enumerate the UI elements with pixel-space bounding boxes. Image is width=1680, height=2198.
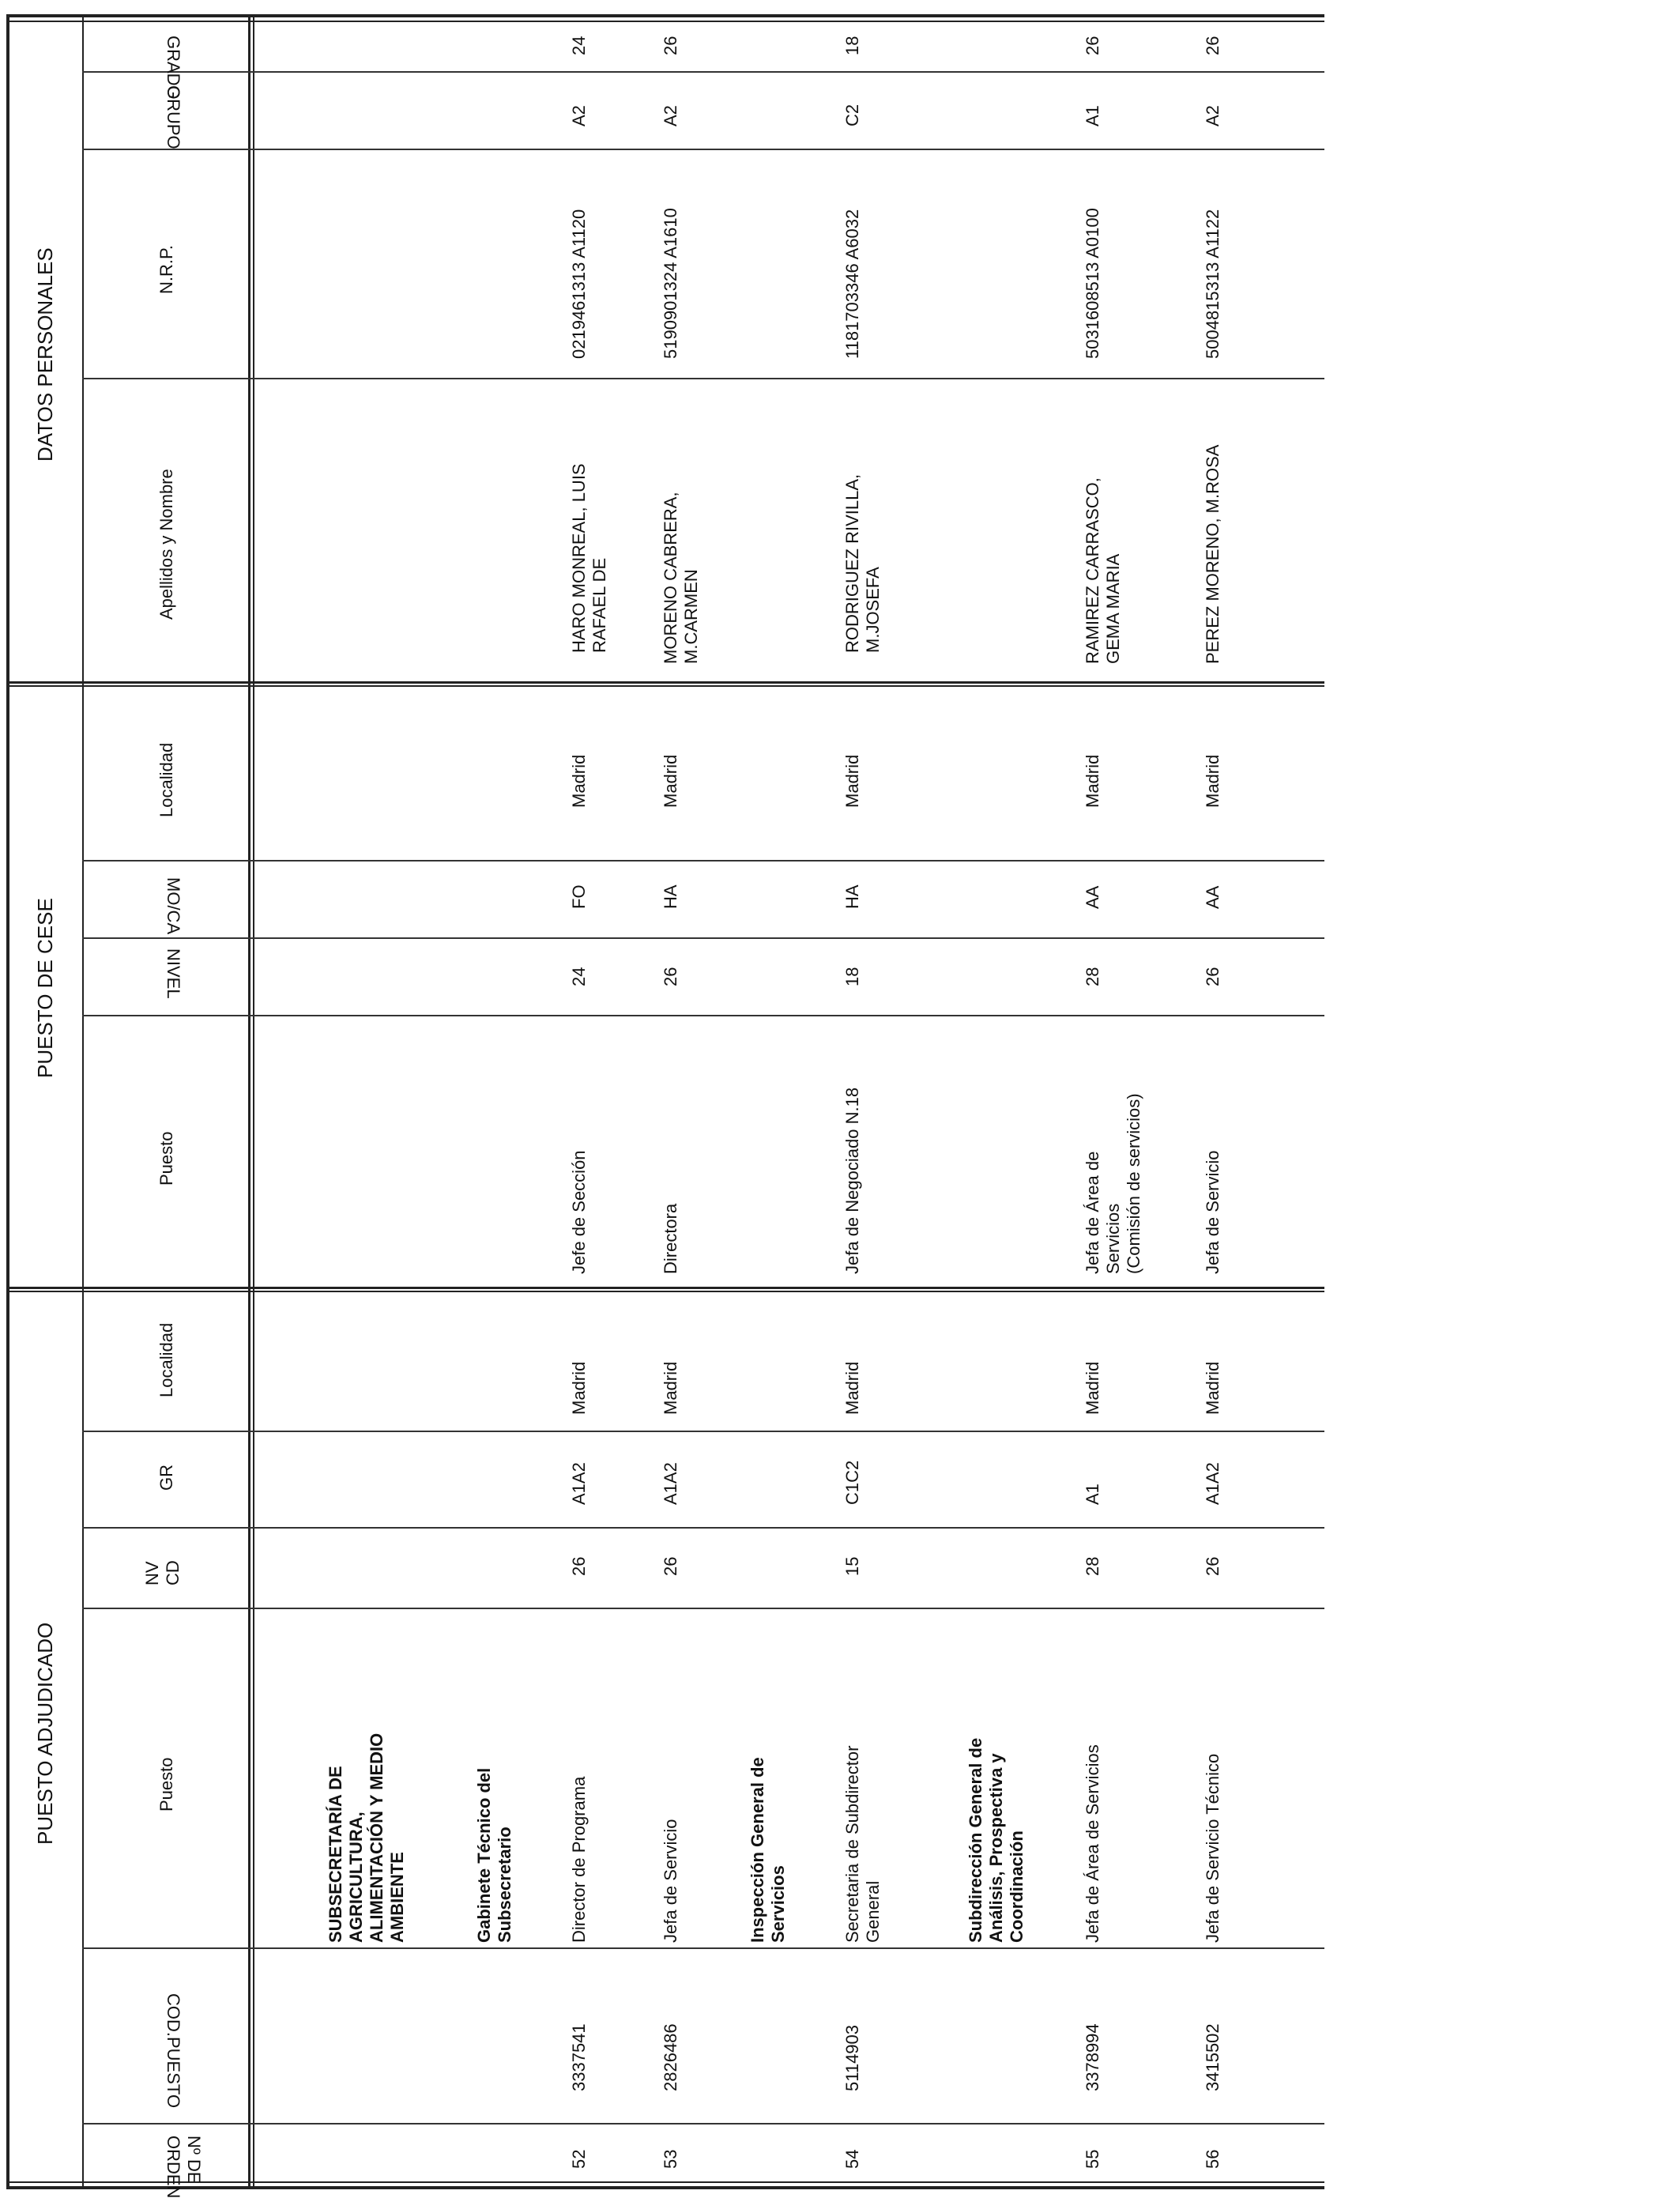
cell-nivel: 26: [1203, 967, 1222, 986]
cell-nrp: 5031608513 A0100: [1083, 208, 1102, 359]
cell-gr: A1A2: [661, 1462, 680, 1505]
col-line: [82, 1947, 1324, 1949]
cell-mo-ca: AA: [1083, 885, 1102, 909]
cell-puesto: Jefa de Servicio: [661, 1819, 680, 1943]
cell-nivel: 26: [661, 967, 680, 986]
cell-localidad-cese: Madrid: [1203, 754, 1222, 808]
cell-gr: A1A2: [1203, 1462, 1222, 1505]
cell-nombre: RODRIGUEZ RIVILLA, M.JOSEFA: [842, 473, 883, 653]
cell-grado: 24: [569, 36, 589, 55]
cell-nivel: 24: [569, 967, 589, 986]
cell-grado: 26: [1083, 36, 1102, 55]
cell-nombre: RAMIREZ CARRASCO, GEMA MARIA: [1083, 477, 1123, 664]
cell-puesto: Secretaria de Subdirector General: [842, 1745, 883, 1943]
section-line-1b: [6, 685, 1324, 687]
cell-grupo: A2: [1203, 105, 1222, 126]
section-line-1: [6, 681, 1324, 684]
col-line: [82, 2123, 1324, 2124]
cell-puesto-cese: Directora: [661, 1203, 680, 1274]
col-line: [82, 860, 1324, 861]
cell-puesto-cese: Jefe de Sección: [569, 1150, 589, 1274]
cell-gr: A1A2: [569, 1462, 589, 1505]
header-nivel: NIVEL: [164, 948, 183, 999]
cell-puesto-cese: Jefa de Área de Servicios (Comisión de servicios): [1083, 1093, 1143, 1274]
heading-subsecretaria: SUBSECRETARÍA DE AGRICULTURA, ALIMENTACIÓN Y MEDIO AMBIENTE: [326, 1732, 407, 1943]
cell-grupo: A1: [1083, 105, 1102, 126]
cell-orden: 54: [842, 2149, 862, 2169]
cell-cod-puesto: 3378994: [1083, 2023, 1102, 2091]
cell-mo-ca: HA: [842, 884, 862, 909]
cell-cod-puesto: 3337541: [569, 2023, 589, 2091]
heading-inspeccion: Inspección General de Servicios: [748, 1757, 788, 1943]
cell-puesto: Jefa de Servicio Técnico: [1203, 1753, 1222, 1943]
section-title-puesto-cese: PUESTO DE CESE: [33, 898, 57, 1078]
section-title-puesto-adjudicado: PUESTO ADJUDICADO: [33, 1622, 57, 1845]
cell-grado: 18: [842, 36, 862, 55]
col-line: [82, 1431, 1324, 1432]
header-localidad-adj: Localidad: [156, 1322, 176, 1397]
frame-top-inner: [6, 21, 1324, 22]
cell-nrp: 5004815313 A1122: [1203, 209, 1222, 359]
cell-grado: 26: [661, 36, 680, 55]
col-line: [82, 937, 1324, 939]
header-grado: GRADO: [164, 36, 183, 100]
header-puesto-cese: Puesto: [156, 1131, 176, 1186]
frame-left: [6, 14, 9, 2189]
cell-localidad: Madrid: [1083, 1361, 1102, 1415]
cell-localidad-cese: Madrid: [842, 754, 862, 808]
cell-orden: 53: [661, 2149, 680, 2169]
heading-subdireccion: Subdirección General de Análisis, Prospectiva y Coordinación: [966, 1737, 1026, 1943]
cell-cod-puesto: 3415502: [1203, 2023, 1222, 2091]
header-nv-cd: NV CD: [142, 1560, 183, 1585]
frame-bottom-inner: [6, 2181, 1324, 2183]
cell-nv: 26: [1203, 1556, 1222, 1576]
cell-puesto: Director de Programa: [569, 1776, 589, 1943]
frame-bottom: [6, 2186, 1324, 2189]
header-body-line: [248, 17, 250, 2188]
cell-localidad-cese: Madrid: [569, 754, 589, 808]
cell-localidad: Madrid: [661, 1361, 680, 1415]
cell-nv: 26: [569, 1556, 589, 1576]
cell-nrp: 1181703346 A6032: [842, 209, 862, 359]
cell-puesto: Jefa de Área de Servicios: [1083, 1744, 1102, 1943]
header-body-line-2: [253, 17, 254, 2188]
col-line: [82, 1015, 1324, 1016]
header-nrp: N.R.P.: [156, 245, 176, 294]
cell-gr: C1C2: [842, 1460, 862, 1505]
cell-localidad: Madrid: [1203, 1361, 1222, 1415]
cell-grupo: A2: [569, 105, 589, 126]
cell-mo-ca: HA: [661, 884, 680, 909]
section-line-2b: [6, 1291, 1324, 1292]
cell-grupo: A2: [661, 105, 680, 126]
section-line-2: [6, 1287, 1324, 1289]
cell-gr: A1: [1083, 1484, 1102, 1505]
cell-localidad-cese: Madrid: [1083, 754, 1102, 808]
header-gr: GR: [156, 1465, 176, 1491]
header-mo-ca: MO/CA: [164, 877, 183, 935]
cell-grado: 26: [1203, 36, 1222, 55]
cell-orden: 52: [569, 2149, 589, 2169]
cell-nombre: HARO MONREAL, LUIS RAFAEL DE: [569, 463, 609, 653]
cell-nv: 15: [842, 1556, 862, 1576]
cell-nombre: PEREZ MORENO, M.ROSA: [1203, 444, 1222, 664]
cell-nrp: 5190901324 A1610: [661, 208, 680, 359]
cell-cod-puesto: 2826486: [661, 2023, 680, 2091]
cell-localidad-cese: Madrid: [661, 754, 680, 808]
cell-mo-ca: AA: [1203, 885, 1222, 909]
cell-nivel: 18: [842, 967, 862, 986]
col-line: [82, 149, 1324, 150]
col-line: [82, 1608, 1324, 1609]
header-column-line: [82, 17, 84, 2188]
cell-localidad: Madrid: [842, 1361, 862, 1415]
header-puesto-adj: Puesto: [156, 1757, 176, 1812]
cell-nv: 28: [1083, 1556, 1102, 1576]
heading-gabinete: Gabinete Técnico del Subsecretario: [474, 1767, 514, 1943]
cell-puesto-cese: Jefa de Servicio: [1203, 1150, 1222, 1274]
header-grupo: GRUPO: [164, 85, 183, 149]
header-localidad-cese: Localidad: [156, 742, 176, 817]
col-line: [82, 71, 1324, 73]
cell-localidad: Madrid: [569, 1361, 589, 1415]
cell-nrp: 0219461313 A1120: [569, 209, 589, 359]
col-line: [82, 378, 1324, 379]
cell-nivel: 28: [1083, 967, 1102, 986]
cell-mo-ca: FO: [569, 884, 589, 909]
header-apellidos: Apellidos y Nombre: [156, 469, 176, 620]
header-orden: Nº DE ORDEN: [164, 2136, 204, 2198]
cell-orden: 56: [1203, 2149, 1222, 2169]
section-title-datos-personales: DATOS PERSONALES: [33, 247, 57, 462]
col-line: [82, 1527, 1324, 1529]
cell-nv: 26: [661, 1556, 680, 1576]
header-cod-puesto: COD.PUESTO: [164, 1993, 183, 2109]
cell-puesto-cese: Jefa de Negociado N.18: [842, 1087, 862, 1274]
cell-grupo: C2: [842, 104, 862, 126]
cell-cod-puesto: 5114903: [842, 2024, 862, 2091]
frame-top: [6, 14, 1324, 17]
cell-nombre: MORENO CABRERA, M.CARMEN: [661, 492, 701, 664]
cell-orden: 55: [1083, 2149, 1102, 2169]
